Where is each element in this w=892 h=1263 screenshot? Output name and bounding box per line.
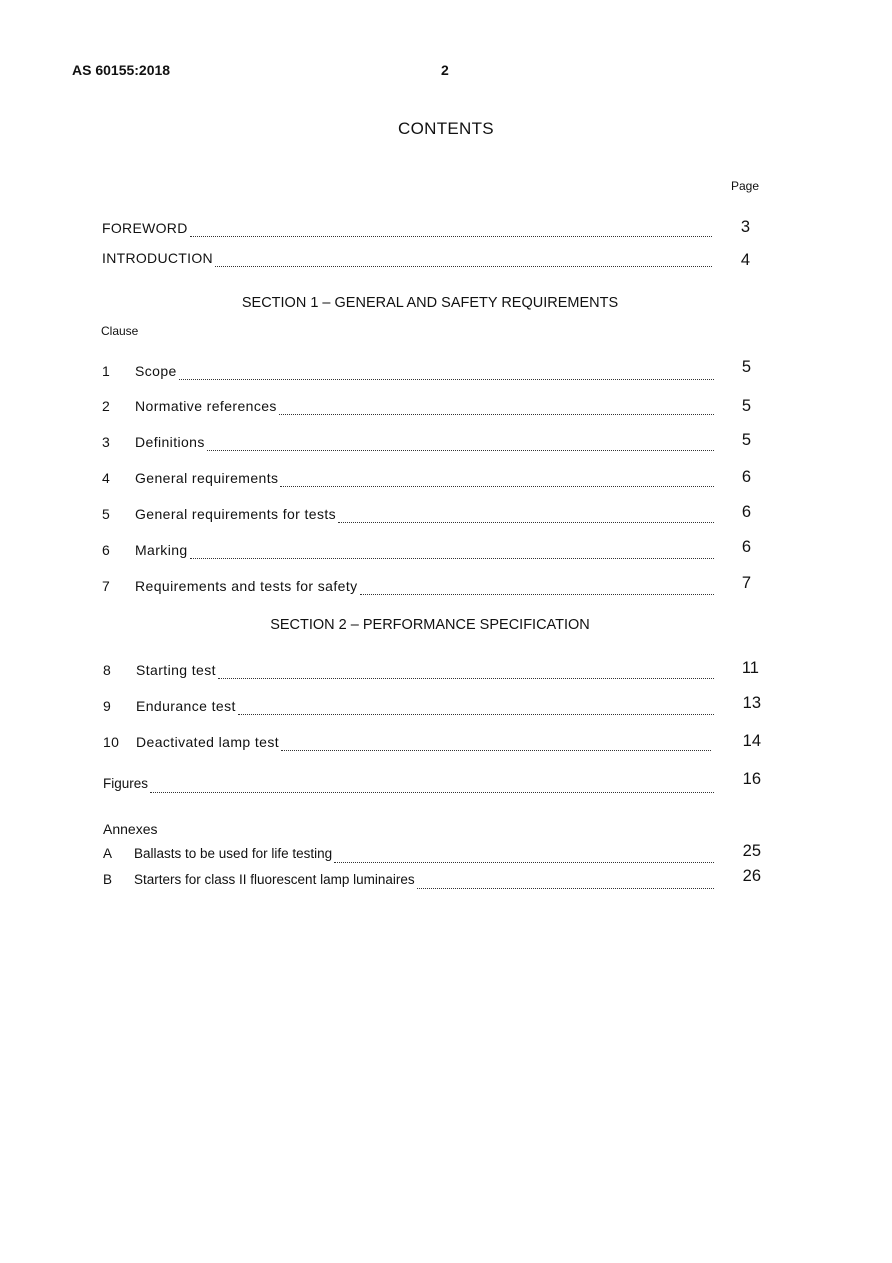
toc-entry-label: Scope: [135, 363, 177, 379]
dot-leader: [238, 713, 714, 715]
toc-entry-label: General requirements for tests: [135, 506, 337, 522]
toc-entry-label: FOREWORD: [102, 220, 188, 236]
toc-entry-label: Figures: [103, 776, 149, 791]
dot-leader: [417, 887, 714, 889]
toc-entry-clause[interactable]: [102, 363, 718, 385]
toc-entry-clause[interactable]: [102, 506, 718, 528]
toc-entry-number: A: [103, 846, 113, 861]
dot-leader: [338, 521, 714, 523]
clause-label: Clause: [101, 324, 139, 338]
toc-entry-page: 26: [742, 867, 761, 885]
annexes-heading: Annexes: [103, 821, 158, 837]
section-heading: SECTION 1 – GENERAL AND SAFETY REQUIREMENTS: [241, 295, 619, 311]
toc-entry-annex[interactable]: [103, 846, 718, 868]
toc-entry-page: 3: [740, 218, 750, 236]
toc-entry-page: 14: [742, 732, 761, 750]
toc-entry-label: Starting test: [136, 662, 216, 678]
toc-entry-label: Normative references: [135, 398, 277, 414]
toc-entry-number: 2: [102, 398, 111, 414]
toc-entry-clause[interactable]: [102, 542, 718, 564]
dot-leader: [190, 235, 712, 237]
toc-entry-page: 5: [741, 431, 751, 449]
dot-leader: [150, 791, 714, 793]
dot-leader: [179, 378, 714, 380]
toc-entry-clause[interactable]: [103, 662, 718, 684]
toc-entry-label: Marking: [135, 542, 188, 558]
dot-leader: [334, 861, 714, 863]
toc-entry-label: INTRODUCTION: [102, 250, 213, 266]
toc-entry-number: 3: [102, 434, 111, 450]
toc-entry-annex[interactable]: [103, 872, 718, 894]
page-title: CONTENTS: [398, 119, 494, 138]
toc-entry-foreword[interactable]: [102, 220, 716, 242]
toc-entry-label: Definitions: [135, 434, 205, 450]
toc-entry-page: 5: [741, 358, 751, 376]
toc-entry-label: General requirements: [135, 470, 279, 486]
page-column-label: Page: [731, 179, 760, 193]
toc-entry-clause[interactable]: [103, 734, 715, 756]
toc-entry-page: 6: [741, 468, 751, 486]
dot-leader: [280, 485, 714, 487]
dot-leader: [281, 749, 711, 751]
toc-entry-page: 11: [741, 659, 759, 677]
toc-entry-number: 1: [102, 363, 111, 379]
toc-entry-number: 6: [102, 542, 111, 558]
toc-entry-number: 8: [103, 662, 112, 678]
toc-entry-page: 5: [741, 397, 751, 415]
standard-code: AS 60155:2018: [72, 62, 171, 78]
toc-entry-page: 25: [742, 842, 761, 860]
toc-entry-label: Endurance test: [136, 698, 236, 714]
toc-entry-clause[interactable]: [102, 578, 718, 600]
toc-entry-number: 9: [103, 698, 112, 714]
dot-leader: [279, 413, 714, 415]
dot-leader: [207, 449, 714, 451]
dot-leader: [218, 677, 714, 679]
dot-leader: [215, 265, 712, 267]
toc-entry-clause[interactable]: [103, 698, 718, 720]
toc-entry-page: 6: [741, 538, 751, 556]
toc-entry-label: Deactivated lamp test: [136, 734, 280, 750]
toc-entry-page: 7: [741, 574, 751, 592]
toc-entry-clause[interactable]: [102, 398, 718, 420]
toc-entry-number: 5: [102, 506, 111, 522]
toc-entry-page: 6: [741, 503, 751, 521]
dot-leader: [360, 593, 714, 595]
toc-entry-label: Requirements and tests for safety: [135, 578, 358, 594]
toc-entry-number: B: [103, 872, 113, 887]
page-number: 2: [441, 62, 449, 78]
toc-entry-clause[interactable]: [102, 434, 718, 456]
toc-entry-label: Starters for class II fluorescent lamp luminaires: [134, 872, 415, 887]
dot-leader: [190, 557, 714, 559]
toc-entry-page: 4: [740, 251, 750, 269]
toc-entry-number: 4: [102, 470, 111, 486]
toc-entry-label: Ballasts to be used for life testing: [134, 846, 333, 861]
toc-entry-number: 7: [102, 578, 111, 594]
toc-entry-introduction[interactable]: [102, 250, 716, 272]
toc-entry-page: 16: [742, 770, 761, 788]
toc-entry-clause[interactable]: [102, 470, 718, 492]
section-heading: SECTION 2 – PERFORMANCE SPECIFICATION: [270, 617, 590, 633]
toc-entry-figures[interactable]: [103, 776, 718, 798]
toc-entry-number: 10: [103, 734, 120, 750]
toc-entry-page: 13: [742, 694, 761, 712]
